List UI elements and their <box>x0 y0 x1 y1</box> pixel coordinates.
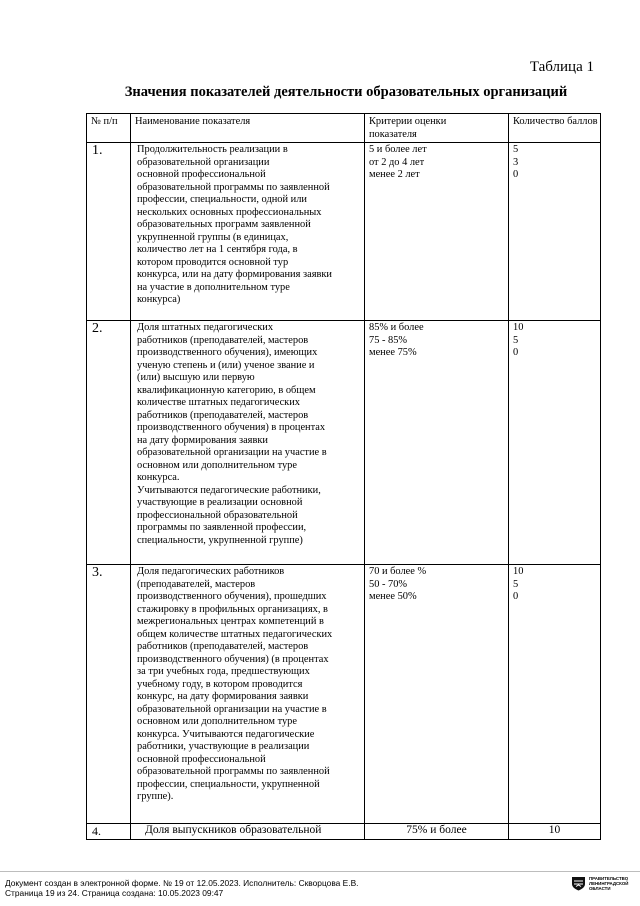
table-row <box>87 565 601 824</box>
indicator-name <box>131 824 365 840</box>
cell-line: основном или дополнительном туре <box>137 716 297 727</box>
cell-line: 5 и более лет <box>369 144 427 155</box>
cell-line: производственного обучения) (в процентах <box>137 653 329 665</box>
cell-line: 3 <box>513 156 519 168</box>
cell-line: 10 <box>513 566 524 577</box>
cell-line: 50 - 70% <box>369 578 408 590</box>
table-header-row <box>87 114 601 143</box>
cell-line: производственного обучения) в процентах <box>137 422 326 433</box>
cell-line: конкурса. <box>137 472 180 483</box>
cell-line: на участие в дополнительном туре <box>137 281 290 293</box>
table-row <box>87 321 601 565</box>
cell-line: 70 и более % <box>369 566 427 577</box>
document-footer <box>0 871 640 906</box>
cell-line: образовательной организации <box>137 156 270 168</box>
cell-line: Доля штатных педагогических <box>137 322 274 333</box>
cell-line: конкурса, или на дату формирования заявки <box>137 269 332 280</box>
table-caption: Таблица 1 <box>529 59 594 75</box>
row-number: 4. <box>87 824 131 840</box>
cell-line: конкурса) <box>137 294 181 305</box>
cell-line: Критерии оценки <box>369 116 447 127</box>
cell-line: специальности, укрупненной группе) <box>137 534 303 546</box>
cell-line: 75 - 85% <box>369 334 408 346</box>
cell-line: 5 <box>513 578 519 590</box>
cell-line: Учитываются педагогические работники, <box>137 484 321 496</box>
row-number: 3. <box>87 565 131 824</box>
coat-of-arms-icon <box>571 876 586 891</box>
cell-line: 0 <box>513 591 519 602</box>
cell-line: Доля выпускников образовательной <box>145 824 322 836</box>
cell-line: укрупненной группы (в единицах, <box>137 231 289 243</box>
cell-line: количестве штатных педагогических <box>137 397 300 408</box>
cell-line: основном или дополнительном туре <box>137 459 297 471</box>
cell-line: за три учебных года, предшествующих <box>137 666 310 677</box>
criteria-cell <box>365 321 509 565</box>
column-header-name <box>131 114 365 143</box>
indicators-table <box>86 113 601 840</box>
cell-line: (или) высшую или первую <box>137 372 255 383</box>
government-name: ПРАВИТЕЛЬСТВО ЛЕНИНГРАДСКОЙ ОБЛАСТИ <box>589 876 629 891</box>
cell-line: № п/п <box>91 116 118 127</box>
criteria-cell <box>365 143 509 321</box>
column-header-criteria <box>365 114 509 143</box>
cell-line: общем количестве штатных педагогических <box>137 628 333 640</box>
cell-line: от 2 до 4 лет <box>369 156 425 168</box>
cell-line: профессии, специальности, укрупненной <box>137 778 320 790</box>
cell-line: 0 <box>513 169 519 180</box>
cell-line: работников (преподавателей, мастеров <box>137 334 309 346</box>
document-title: Значения показателей деятельности образовательных организаций <box>124 84 568 100</box>
cell-line: основной профессиональной <box>137 169 266 180</box>
cell-line: образовательной организации на участие в <box>137 447 327 458</box>
cell-line: 5 <box>513 334 519 346</box>
government-logo <box>571 876 629 896</box>
cell-line: производственного обучения), прошедших <box>137 591 327 602</box>
points-cell <box>509 321 601 565</box>
cell-line: 5 <box>513 144 519 155</box>
indicator-name <box>131 565 365 824</box>
cell-line: менее 2 лет <box>369 169 420 180</box>
cell-line: стажировку в профильных организациях, в <box>137 603 328 615</box>
cell-line: конкурс, на дату формирования заявки <box>137 691 309 702</box>
cell-line: на дату формирования заявки <box>137 434 268 446</box>
cell-line: работников (преподавателей, мастеров <box>137 641 309 652</box>
cell-line: программы по заявленной профессии, <box>137 522 307 533</box>
cell-line: Количество баллов <box>513 116 598 127</box>
points-cell <box>509 565 601 824</box>
cell-line: конкурса. Учитываются педагогические <box>137 728 315 740</box>
cell-line: квалификационную категорию, в общем <box>137 384 316 396</box>
table-row <box>87 824 601 840</box>
cell-line: Доля педагогических работников <box>137 566 285 577</box>
cell-line: менее 50% <box>369 591 417 602</box>
cell-line: образовательной организации на участие в <box>137 703 327 715</box>
footer-line-2: Страница 19 из 24. Страница создана: 10.05.2023 09:47 <box>5 888 224 898</box>
cell-line: 10 <box>548 824 561 836</box>
cell-line: работники, участвующие в реализации <box>137 741 310 752</box>
cell-line: нескольких основных профессиональных <box>137 206 322 218</box>
cell-line: менее 75% <box>369 347 417 358</box>
cell-line: Продолжительность реализации в <box>137 144 288 155</box>
column-header-number <box>87 114 131 143</box>
row-number: 2. <box>87 321 131 565</box>
footer-text <box>5 878 358 898</box>
cell-line: участвующие в реализации основной <box>137 497 303 508</box>
cell-line: (преподавателей, мастеров <box>137 578 256 590</box>
row-number: 1. <box>87 143 131 321</box>
cell-line: образовательной программы по заявленной <box>137 766 330 777</box>
points-cell <box>509 824 601 840</box>
column-header-points <box>509 114 601 143</box>
cell-line: ученую степень и (или) ученое звание и <box>137 359 315 371</box>
cell-line: профессии, специальности, одной или <box>137 194 307 205</box>
cell-line: межрегиональных центрах компетенций в <box>137 616 324 627</box>
criteria-cell <box>365 824 509 840</box>
indicator-name <box>131 321 365 565</box>
cell-line: количество лет на 1 сентября года, в <box>137 244 298 255</box>
cell-line: группе). <box>137 791 174 802</box>
cell-line: 0 <box>513 347 519 358</box>
cell-line: котором проводится основной тур <box>137 256 289 268</box>
cell-line: учебному году, в котором проводится <box>137 678 303 690</box>
cell-line: производственного обучения), имеющих <box>137 347 318 358</box>
points-cell <box>509 143 601 321</box>
cell-line: показателя <box>369 128 417 140</box>
criteria-cell <box>365 565 509 824</box>
indicator-name <box>131 143 365 321</box>
cell-line: образовательной программы по заявленной <box>137 181 330 193</box>
cell-line: Наименование показателя <box>135 116 251 127</box>
cell-line: 10 <box>513 322 524 333</box>
cell-line: образовательных программ заявленной <box>137 219 311 230</box>
cell-line: профессиональной образовательной <box>137 509 298 521</box>
table-row <box>87 143 601 321</box>
cell-line: 75% и более <box>406 824 467 836</box>
cell-line: работников (преподавателей, мастеров <box>137 409 309 421</box>
cell-line: 85% и более <box>369 322 424 333</box>
cell-line: основной профессиональной <box>137 753 266 765</box>
footer-line-1: Документ создан в электронной форме. № 19 от 12.05.2023. Исполнитель: Скворцова Е.В. <box>5 878 359 888</box>
